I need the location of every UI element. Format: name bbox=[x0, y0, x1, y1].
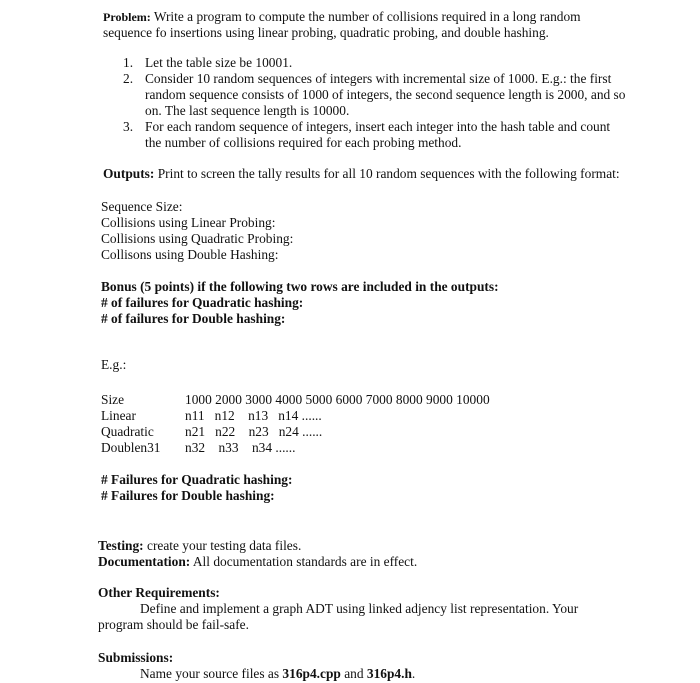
problem-text-line2: sequence fo insertions using linear probing, quadratic probing, and double hashing. bbox=[103, 25, 549, 40]
steps-list bbox=[123, 55, 625, 151]
row-values: n21 n22 n23 n24 ...... bbox=[185, 424, 323, 439]
step-item bbox=[123, 55, 625, 71]
step-text: random sequence consists of 1000 of integers, the second sequence length is 2000, and so bbox=[145, 87, 626, 102]
row-values: n32 n33 n34 ...... bbox=[185, 440, 296, 455]
step-number: 2. bbox=[123, 71, 134, 86]
submissions-and: and bbox=[340, 666, 367, 681]
other-label: Other Requirements: bbox=[98, 585, 220, 600]
bonus-line: # of failures for Quadratic hashing: bbox=[101, 295, 304, 310]
file-cpp: 316p4.cpp bbox=[282, 666, 341, 681]
row-label: Size bbox=[101, 392, 125, 407]
submissions-section bbox=[98, 650, 415, 682]
step-number: 1. bbox=[123, 55, 134, 70]
other-requirements-section bbox=[98, 585, 578, 633]
step-item bbox=[123, 119, 625, 151]
outputs-text: Print to screen the tally results for all 10 random sequences with the following format: bbox=[157, 166, 620, 181]
row-values: n11 n12 n13 n14 ...... bbox=[185, 408, 322, 423]
problem-text-line1: Write a program to compute the number of collisions required in a long random bbox=[153, 9, 581, 24]
step-text: Let the table size be 10001. bbox=[145, 55, 293, 70]
problem-label: Problem: bbox=[103, 10, 151, 24]
example-label: E.g.: bbox=[101, 357, 127, 372]
step-number: 3. bbox=[123, 119, 134, 134]
submissions-label: Submissions: bbox=[98, 650, 174, 665]
failures-line: # Failures for Double hashing: bbox=[101, 488, 275, 503]
format-line: Collisons using Double Hashing: bbox=[101, 247, 279, 262]
outputs-label: Outputs: bbox=[103, 166, 155, 181]
row-label: Linear bbox=[101, 408, 136, 423]
step-text: Consider 10 random sequences of integers with incremental size of 1000. E.g.: the first bbox=[145, 71, 612, 86]
output-format bbox=[101, 199, 293, 263]
table-row bbox=[101, 408, 490, 424]
testing-text: create your testing data files. bbox=[147, 538, 302, 553]
submissions-text: Name your source files as bbox=[140, 666, 283, 681]
step-text: on. The last sequence length is 10000. bbox=[145, 103, 350, 118]
testing-section bbox=[98, 538, 417, 570]
failures-line: # Failures for Quadratic hashing: bbox=[101, 472, 293, 487]
testing-label: Testing: bbox=[98, 538, 144, 553]
documentation-text: All documentation standards are in effect. bbox=[192, 554, 418, 569]
step-text: For each random sequence of integers, insert each integer into the hash table and count bbox=[145, 119, 611, 134]
step-text: the number of collisions required for each probing method. bbox=[145, 135, 462, 150]
problem-statement bbox=[103, 9, 581, 41]
row-values: 1000 2000 3000 4000 5000 6000 7000 8000 9000 10000 bbox=[185, 392, 490, 407]
format-line: Collisions using Quadratic Probing: bbox=[101, 231, 294, 246]
row-label: Quadratic bbox=[101, 424, 154, 439]
failures-section bbox=[101, 472, 292, 504]
outputs-section bbox=[103, 166, 620, 182]
format-line: Collisions using Linear Probing: bbox=[101, 215, 276, 230]
bonus-section bbox=[101, 279, 499, 327]
bonus-line: # of failures for Double hashing: bbox=[101, 311, 286, 326]
file-h: 316p4.h bbox=[366, 666, 412, 681]
row-label: Doublen31 bbox=[101, 440, 161, 455]
other-line1: Define and implement a graph ADT using linked adjency list representation. Your bbox=[140, 601, 579, 616]
table-row bbox=[101, 440, 490, 456]
other-line2: program should be fail-safe. bbox=[98, 617, 249, 632]
format-line: Sequence Size: bbox=[101, 199, 183, 214]
table-row bbox=[101, 424, 490, 440]
table-row bbox=[101, 392, 490, 408]
example-table bbox=[101, 392, 490, 456]
submissions-suffix: . bbox=[411, 666, 416, 681]
step-item bbox=[123, 71, 625, 119]
documentation-label: Documentation: bbox=[98, 554, 191, 569]
bonus-line: Bonus (5 points) if the following two rows are included in the outputs: bbox=[101, 279, 499, 294]
